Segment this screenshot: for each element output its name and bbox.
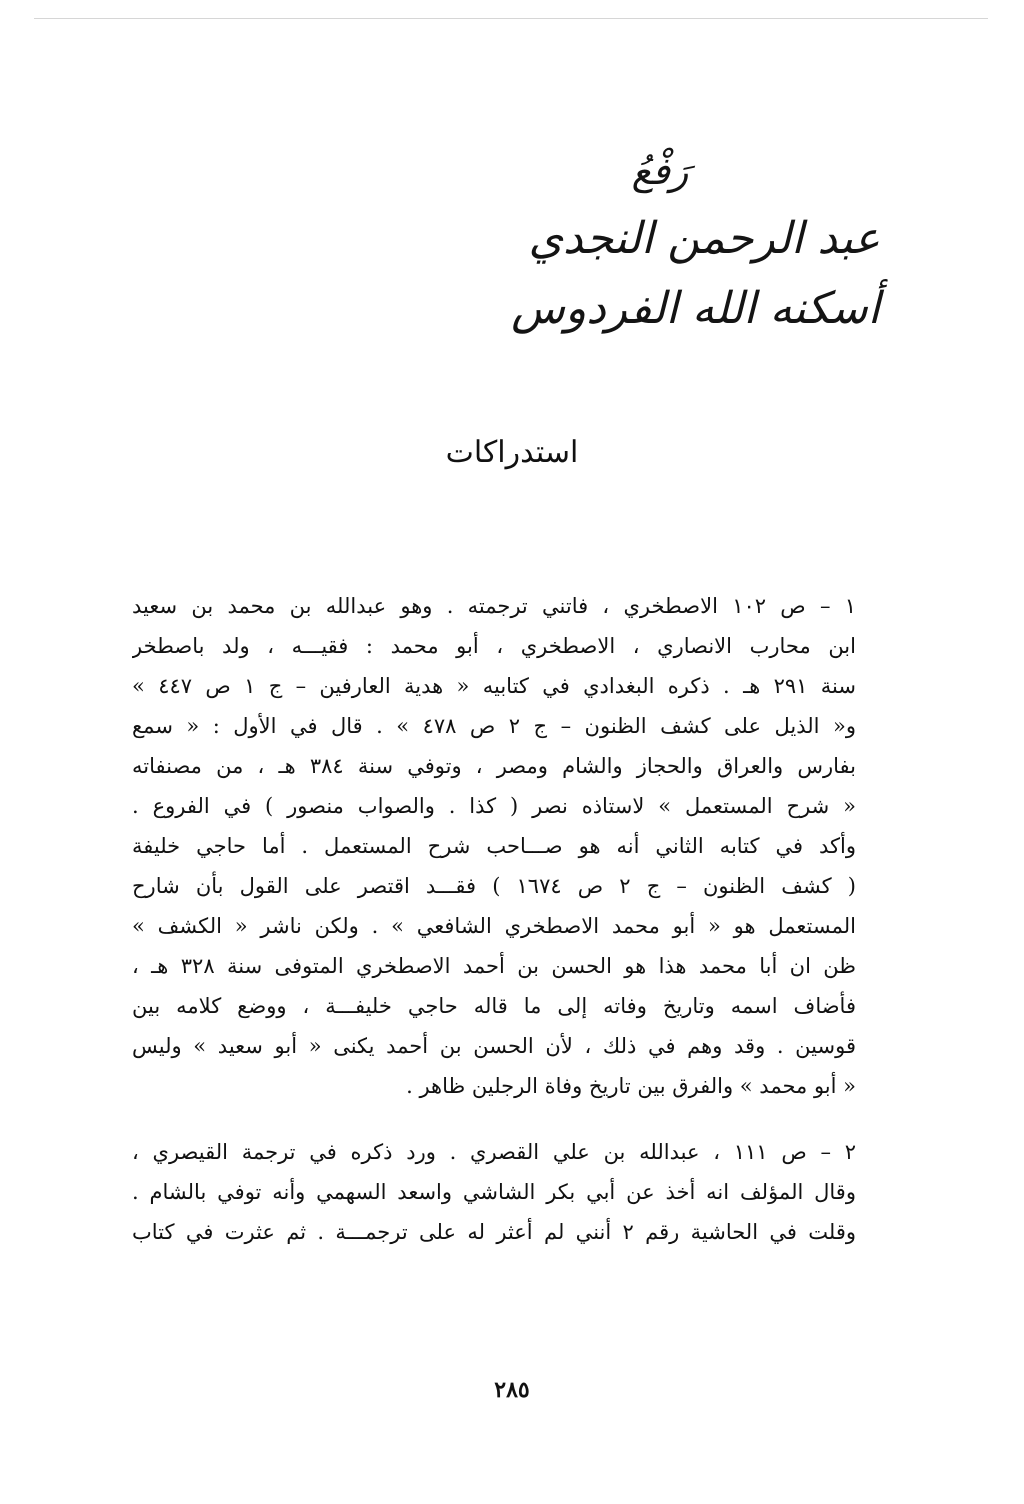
body-text xyxy=(132,586,856,1252)
text-line: فأضاف اسمه وتاريخ وفاته إلى ما قاله حاجي خليفـــة ، ووضع كلامه بين xyxy=(132,994,856,1018)
text-line: ( كشف الظنون – ج ٢ ص ١٦٧٤ ) فقـــد اقتصر على القول بأن شارح xyxy=(132,874,856,898)
text-line: ابن محارب الانصاري ، الاصطخري ، أبو محمد : فقيـــه ، ولد باصطخر xyxy=(132,634,856,658)
text-line: « أبو محمد » والفرق بين تاريخ وفاة الرجلين ظاهر . xyxy=(406,1074,856,1098)
text-line: ١ – ص ١٠٢ الاصطخري ، فاتني ترجمته . وهو عبدالله بن محمد بن سعيد xyxy=(132,594,856,618)
text-line: وقال المؤلف انه أخذ عن أبي بكر الشاشي واسعد السهمي وأنه توفي بالشام . xyxy=(132,1180,856,1204)
text-line: « شرح المستعمل » لاستاذه نصر ( كذا . والصواب منصور ) في الفروع . xyxy=(132,794,856,818)
page-number: ٢٨٥ xyxy=(494,1377,530,1403)
text-line: قوسين . وقد وهم في ذلك ، لأن الحسن بن أحمد يكنى « أبو سعيد » وليس xyxy=(132,1034,856,1058)
stamp-line-2: عبد الرحمن النجدي xyxy=(528,213,880,264)
paragraph-2 xyxy=(132,1132,856,1252)
stamp-line-1: رَفْعُ xyxy=(631,149,689,193)
text-line: سنة ٢٩١ هـ . ذكره البغدادي في كتابيه « هدية العارفين – ج ١ ص ٤٤٧ » xyxy=(132,674,856,698)
text-line: المستعمل هو « أبو محمد الاصطخري الشافعي » . ولكن ناشر « الكشف » xyxy=(132,914,856,938)
text-line: وأكد في كتابه الثاني أنه هو صـــاحب شرح المستعمل . أما حاجي خليفة xyxy=(132,834,856,858)
stamp-line-3: أسكنه الله الفردوس xyxy=(511,283,880,334)
text-line: ظن ان أبا محمد هذا هو الحسن بن أحمد الاصطخري المتوفى سنة ٣٢٨ هـ ، xyxy=(132,954,856,978)
ownership-stamp xyxy=(511,138,880,358)
paragraph-1 xyxy=(132,586,856,1106)
top-rule xyxy=(34,18,988,19)
section-title: استدراكات xyxy=(445,435,579,470)
text-line: بفارس والعراق والحجاز والشام ومصر ، وتوفي سنة ٣٨٤ هـ ، من مصنفاته xyxy=(132,754,856,778)
text-line: ٢ – ص ١١١ ، عبدالله بن علي القصري . ورد ذكره في ترجمة القيصري ، xyxy=(132,1140,856,1164)
text-line: وقلت في الحاشية رقم ٢ أنني لم أعثر له على ترجمـــة . ثم عثرت في كتاب xyxy=(132,1220,856,1244)
text-line: و« الذيل على كشف الظنون – ج ٢ ص ٤٧٨ » . قال في الأول : « سمع xyxy=(132,714,856,738)
